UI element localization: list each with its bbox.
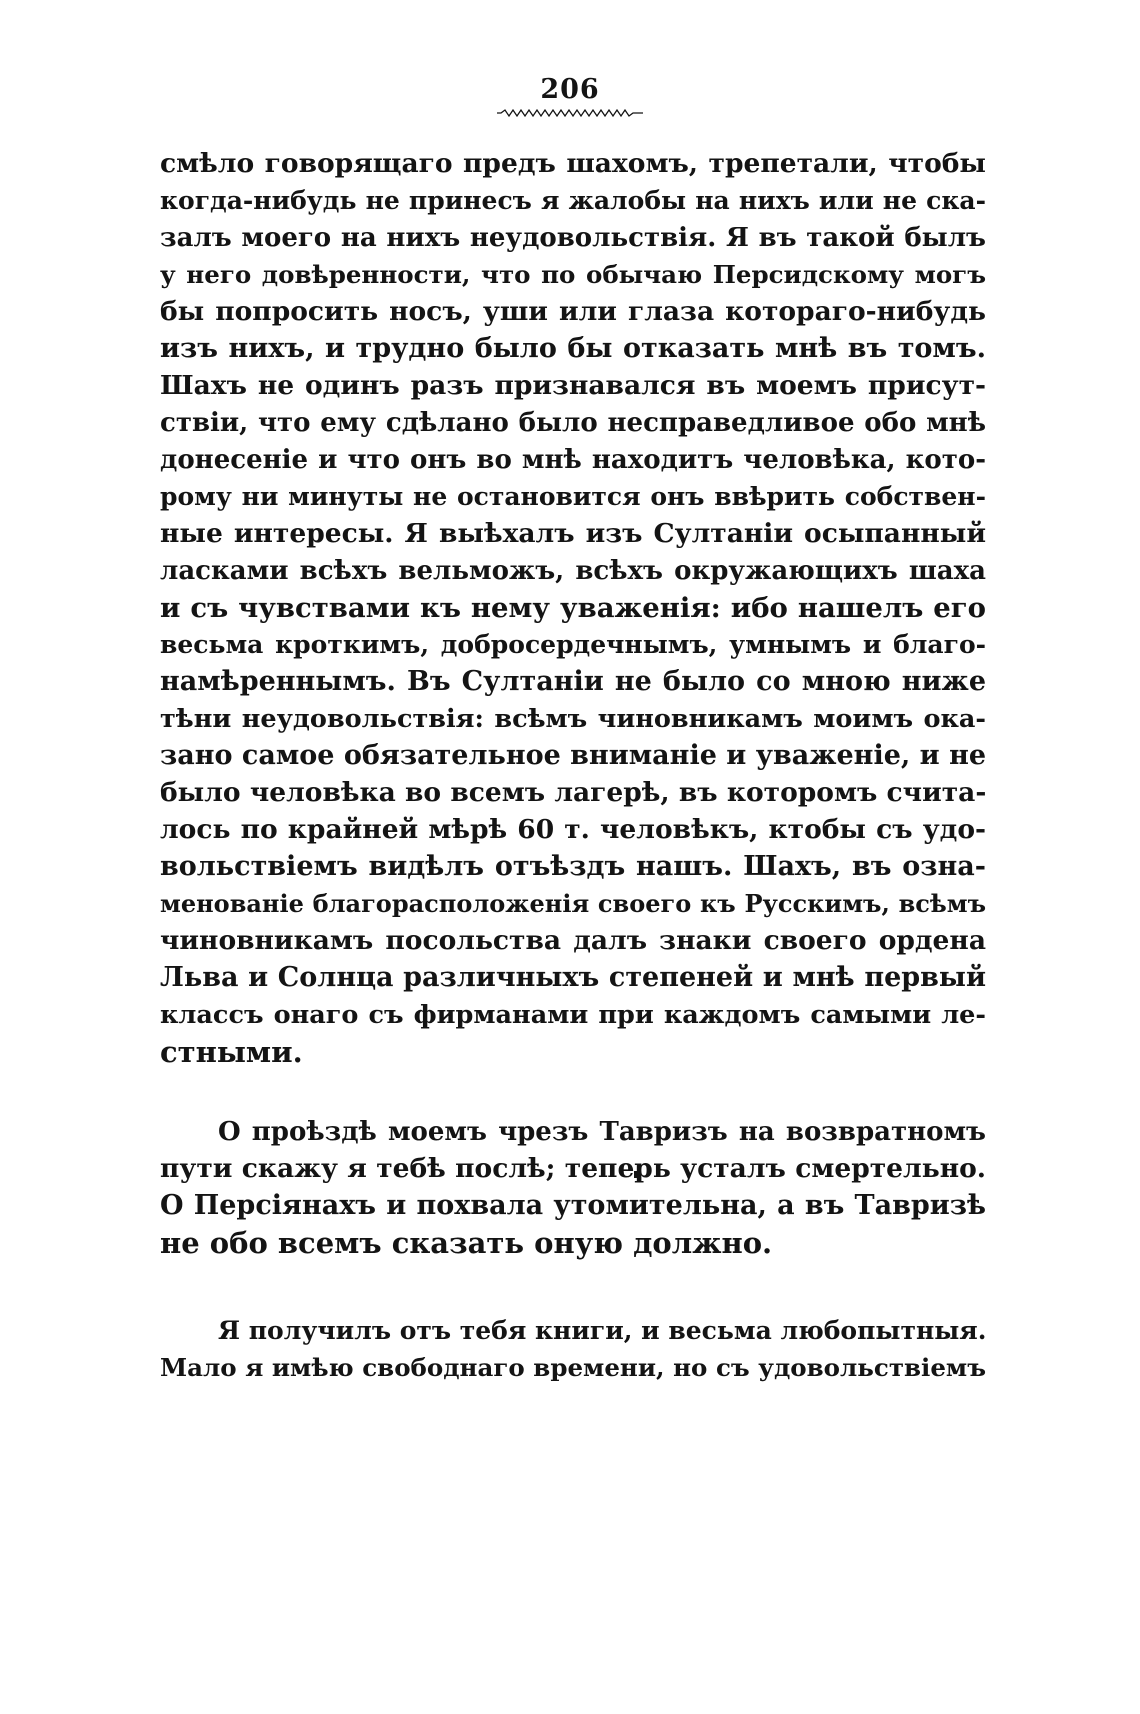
text-line: тѣни неудовольствія: всѣмъ чиновникамъ моимъ ока- [160, 704, 986, 734]
text-line: Я получилъ отъ тебя книги, и весьма любопытныя. [218, 1316, 986, 1345]
text-line: ные интересы. Я выѣхалъ изъ Султаніи осыпанный [160, 518, 986, 549]
text-line: рому ни минуты не остановится онъ ввѣрить собствен- [160, 482, 986, 511]
text-line: менованіе благорасположенія своего къ Русскимъ, всѣмъ [160, 889, 986, 918]
text-line: стными. [160, 1035, 303, 1069]
text-line: Мало я имѣю свободнаго времени, но съ удовольствіемъ [160, 1353, 986, 1382]
page-number: 206 [540, 74, 600, 105]
text-line: зано самое обязательное вниманіе и уваженіе, и не [160, 740, 986, 771]
text-line: чиновникамъ посольства далъ знаки своего ордена [160, 925, 986, 956]
text-line: было человѣка во всемъ лагерѣ, въ которомъ счита- [160, 777, 986, 808]
text-line: донесеніе и что онъ во мнѣ находитъ человѣка, кото- [160, 445, 986, 475]
text-line: смѣло говорящаго предъ шахомъ, трепетали, чтобы [160, 148, 986, 179]
text-line: ласками всѣхъ вельможъ, всѣхъ окружающихъ шаха [160, 556, 986, 586]
text-line: О проѣздѣ моемъ чрезъ Тавризъ на возвратномъ [218, 1117, 986, 1147]
text-line: Шахъ не одинъ разъ признавался въ моемъ присут- [160, 370, 986, 401]
text-line: бы попросить носъ, уши или глаза котораго-нибудь [160, 296, 986, 327]
text-line: и съ чувствами къ нему уваженія: ибо нашелъ его [160, 592, 986, 624]
text-line: изъ нихъ, и трудно было бы отказать мнѣ въ томъ. [160, 333, 986, 364]
text-line: намѣреннымъ. Въ Султаніи не было со мною ниже [160, 666, 986, 697]
text-line: О Персіянахъ и похвала утомительна, а въ Тавризѣ [160, 1190, 986, 1221]
text-line: у него довѣренности, что по обычаю Персидскому могъ [160, 260, 986, 289]
text-line: когда-нибудь не принесъ я жалобы на нихъ или не ска- [160, 186, 986, 215]
text-line: ствіи, что ему сдѣлано было несправедливое обо мнѣ [160, 408, 986, 438]
text-line: классъ онаго съ фирманами при каждомъ самыми ле- [160, 1000, 986, 1030]
text-line: пути скажу я тебѣ послѣ; теперь усталъ смертельно. [160, 1153, 986, 1184]
text-line: лось по крайней мѣрѣ 60 т. человѣкъ, ктобы съ удо- [160, 814, 986, 845]
page-number-ornament [497, 108, 643, 118]
text-line: не обо всемъ сказать оную должно. [160, 1226, 773, 1260]
text-line: залъ моего на нихъ неудовольствія. Я въ такой былъ [160, 223, 986, 253]
text-line: весьма кроткимъ, добросердечнымъ, умнымъ и благо- [160, 630, 986, 659]
text-line: вольствіемъ видѣлъ отъѣздъ нашъ. Шахъ, въ озна- [160, 851, 986, 882]
text-line: Льва и Солнца различныхъ степеней и мнѣ первый [160, 962, 986, 993]
